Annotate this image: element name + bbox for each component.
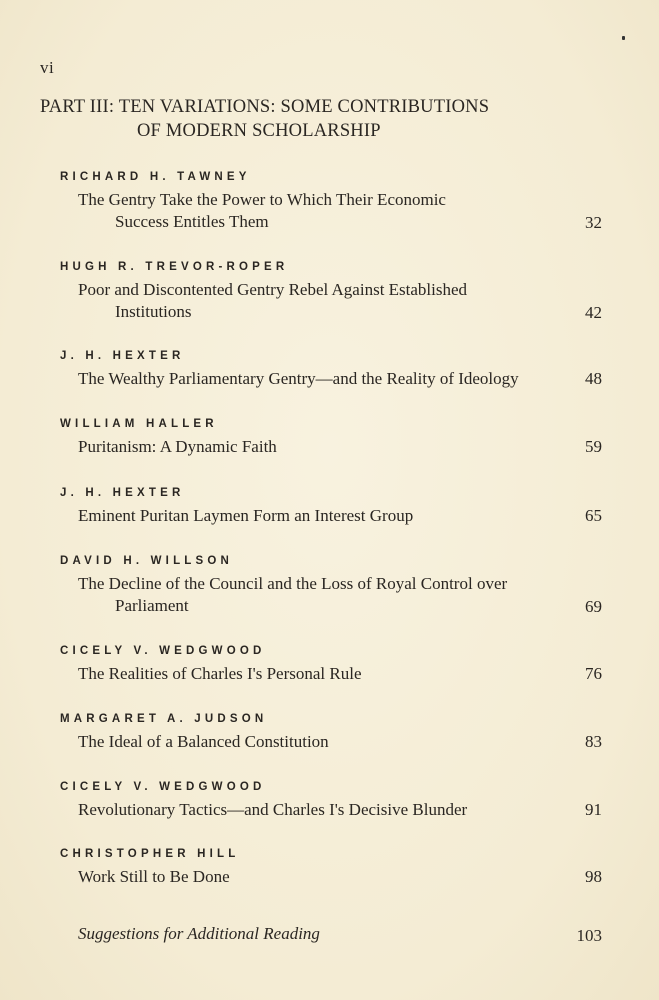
entry-page-number: 59 [585, 437, 602, 456]
entry-page-number: 69 [585, 597, 602, 616]
entry-author: CICELY V. WEDGWOOD [60, 781, 266, 793]
entry-author: J. H. HEXTER [60, 487, 185, 499]
entry-title [78, 731, 578, 753]
part-heading [40, 95, 620, 143]
ink-speck [622, 36, 625, 40]
entry-author: RICHARD H. TAWNEY [60, 171, 251, 183]
entry-title-line1: The Wealthy Parliamentary Gentry—and the Reality of Ideology [78, 369, 519, 388]
entry-title [78, 368, 598, 390]
entry-title-line2: Parliament [115, 596, 189, 615]
part-title-line1: TEN VARIATIONS: SOME CONTRIBUTIONS [118, 97, 490, 117]
suggestions-heading: Suggestions for Additional Reading [78, 924, 320, 943]
entry-page-number: 76 [585, 664, 602, 683]
entry-title-line2: Success Entitles Them [115, 212, 269, 231]
entry-title-line2: Institutions [115, 302, 192, 321]
entry-author: CICELY V. WEDGWOOD [60, 645, 266, 657]
entry-page-number: 42 [585, 303, 602, 322]
entry-title [78, 436, 578, 458]
part-heading-line1 [40, 95, 620, 119]
entry-page-number: 32 [585, 213, 602, 232]
entry-title [78, 573, 578, 617]
entry-author: MARGARET A. JUDSON [60, 713, 268, 725]
entry-author: J. H. HEXTER [60, 350, 185, 362]
entry-author: CHRISTOPHER HILL [60, 848, 240, 860]
page-number: vi [40, 58, 55, 77]
entry-author: HUGH R. TREVOR-ROPER [60, 261, 289, 273]
entry-page-number: 65 [585, 506, 602, 525]
entry-title-line1: Work Still to Be Done [78, 867, 230, 886]
entry-title-line1: Poor and Discontented Gentry Rebel Against Established [78, 280, 468, 299]
entry-title [78, 189, 578, 233]
entry-title-line1: The Ideal of a Balanced Constitution [78, 732, 329, 751]
entry-title [78, 279, 578, 323]
entry-title-line1: The Gentry Take the Power to Which Their Economic [78, 190, 446, 209]
entry-author: DAVID H. WILLSON [60, 555, 234, 567]
entry-title [78, 663, 578, 685]
entry-page-number: 83 [585, 732, 602, 751]
entry-page-number: 98 [585, 867, 602, 886]
entry-author: WILLIAM HALLER [60, 418, 218, 430]
entry-title-line1: The Decline of the Council and the Loss of Royal Control over [78, 574, 508, 593]
entry-page-number: 48 [585, 369, 602, 388]
entry-title [78, 505, 578, 527]
suggestions-page-number: 103 [576, 926, 602, 945]
entry-title [78, 799, 578, 821]
entry-title-line1: Revolutionary Tactics—and Charles I's Decisive Blunder [78, 800, 468, 819]
entry-title-line1: Eminent Puritan Laymen Form an Interest Group [78, 506, 414, 525]
entry-title-line1: The Realities of Charles I's Personal Rule [78, 664, 362, 683]
entry-title [78, 866, 578, 888]
part-title-line2: OF MODERN SCHOLARSHIP [137, 121, 381, 141]
entry-page-number: 91 [585, 800, 602, 819]
part-label: PART III: [40, 97, 115, 117]
entry-title-line1: Puritanism: A Dynamic Faith [78, 437, 277, 456]
